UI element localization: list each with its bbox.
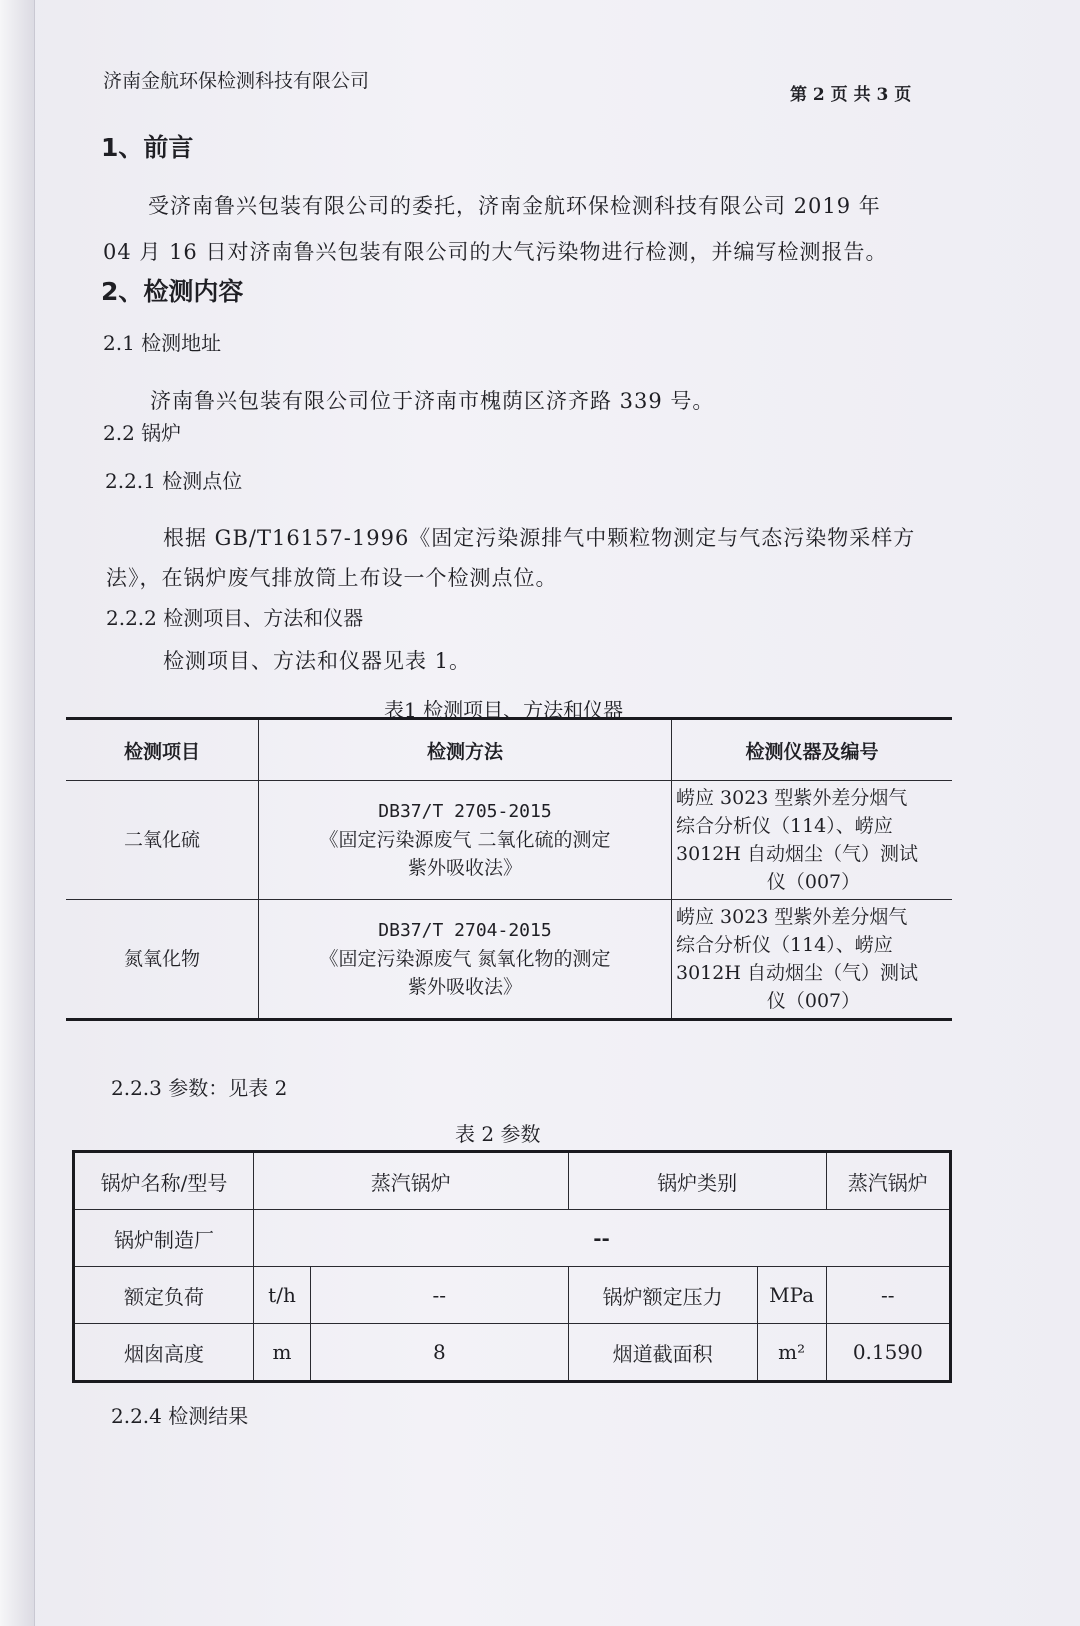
instrument-line: 综合分析仪（114）、崂应 (676, 815, 893, 837)
table2-caption: 表 2 参数 (455, 1122, 541, 1146)
table-row (74, 1210, 951, 1267)
param-value: -- (826, 1267, 950, 1324)
table-row (66, 781, 952, 900)
instrument-line: 崂应 3023 型紫外差分烟气 (676, 787, 908, 809)
section-2-2-1-title: 2.2.1 检测点位 (105, 469, 243, 493)
table1-instrument-cell (672, 781, 953, 900)
table1-instrument-cell (672, 900, 953, 1020)
param-unit: MPa (757, 1267, 826, 1324)
param-unit: m (254, 1324, 311, 1382)
previous-page-edge (0, 0, 35, 1626)
param-unit: t/h (254, 1267, 311, 1324)
section-2-title: 2、检测内容 (101, 277, 244, 306)
address-text: 济南鲁兴包装有限公司位于济南市槐荫区济齐路 339 号。 (150, 389, 715, 413)
table1-caption: 表1 检测项目、方法和仪器 (384, 698, 624, 722)
param-value: 蒸汽锅炉 (254, 1152, 569, 1210)
instrument-line: 3012H 自动烟尘（气）测试 (676, 962, 918, 984)
table-row (74, 1267, 951, 1324)
section-2-2-2-title: 2.2.2 检测项目、方法和仪器 (106, 606, 364, 630)
section-2-2-4-title: 2.2.4 检测结果 (111, 1404, 249, 1428)
method-suffix: 紫外吸收法》 (407, 857, 522, 879)
method-name: 《固定污染源废气 二氧化硫的测定 (319, 829, 611, 851)
param-label: 锅炉名称/型号 (74, 1152, 254, 1210)
param-value: 8 (311, 1324, 569, 1382)
param-label: 额定负荷 (74, 1267, 254, 1324)
section-2-2-title: 2.2 锅炉 (103, 421, 182, 445)
method-name: 《固定污染源废气 氮氧化物的测定 (319, 948, 611, 970)
monitoring-point-line-1: 根据 GB/T16157-1996《固定污染源排气中颗粒物测定与气态污染物采样方 (163, 526, 916, 550)
table-row (66, 900, 952, 1020)
param-label: 锅炉类别 (568, 1152, 826, 1210)
table1-header-method: 检测方法 (259, 719, 672, 781)
param-value: 0.1590 (826, 1324, 950, 1382)
table1-item-cell: 氮氧化物 (66, 900, 259, 1020)
monitoring-point-line-2: 法》，在锅炉废气排放筒上布设一个检测点位。 (106, 566, 558, 590)
method-standard: DB37/T 2705-2015 (378, 801, 552, 822)
method-suffix: 紫外吸收法》 (407, 976, 522, 998)
param-label: 锅炉额定压力 (568, 1267, 757, 1324)
header-company: 济南金航环保检测科技有限公司 (103, 70, 370, 92)
param-label: 锅炉制造厂 (74, 1210, 254, 1267)
method-standard: DB37/T 2704-2015 (378, 920, 552, 941)
param-value: -- (254, 1210, 951, 1267)
instrument-line: 崂应 3023 型紫外差分烟气 (676, 906, 908, 928)
table1-reference: 检测项目、方法和仪器见表 1。 (163, 649, 472, 673)
header-page-info: 第 2 页 共 3 页 (790, 85, 912, 105)
param-unit: m² (757, 1324, 826, 1382)
param-label: 烟道截面积 (568, 1324, 757, 1382)
intro-line-2: 04 月 16 日对济南鲁兴包装有限公司的大气污染物进行检测，并编写检测报告。 (103, 240, 888, 264)
table2-parameters (72, 1150, 952, 1383)
table-row (74, 1324, 951, 1382)
instrument-line: 仪（007） (766, 990, 861, 1012)
section-2-2-3-title: 2.2.3 参数：见表 2 (111, 1076, 288, 1100)
table1-header-row (66, 719, 952, 781)
table1-header-instrument: 检测仪器及编号 (672, 719, 953, 781)
param-value: 蒸汽锅炉 (826, 1152, 950, 1210)
section-2-1-title: 2.1 检测地址 (103, 331, 222, 355)
instrument-line: 综合分析仪（114）、崂应 (676, 934, 893, 956)
table1-header-item: 检测项目 (66, 719, 259, 781)
instrument-line: 仪（007） (766, 871, 861, 893)
table1-methods-instruments (66, 717, 952, 1021)
param-label: 烟囱高度 (74, 1324, 254, 1382)
section-1-title: 1、前言 (101, 133, 194, 162)
intro-line-1: 受济南鲁兴包装有限公司的委托，济南金航环保检测科技有限公司 2019 年 (148, 194, 881, 218)
table1-method-cell (259, 900, 672, 1020)
table-row (74, 1152, 951, 1210)
table1-method-cell (259, 781, 672, 900)
param-value: -- (311, 1267, 569, 1324)
instrument-line: 3012H 自动烟尘（气）测试 (676, 843, 918, 865)
table1-item-cell: 二氧化硫 (66, 781, 259, 900)
